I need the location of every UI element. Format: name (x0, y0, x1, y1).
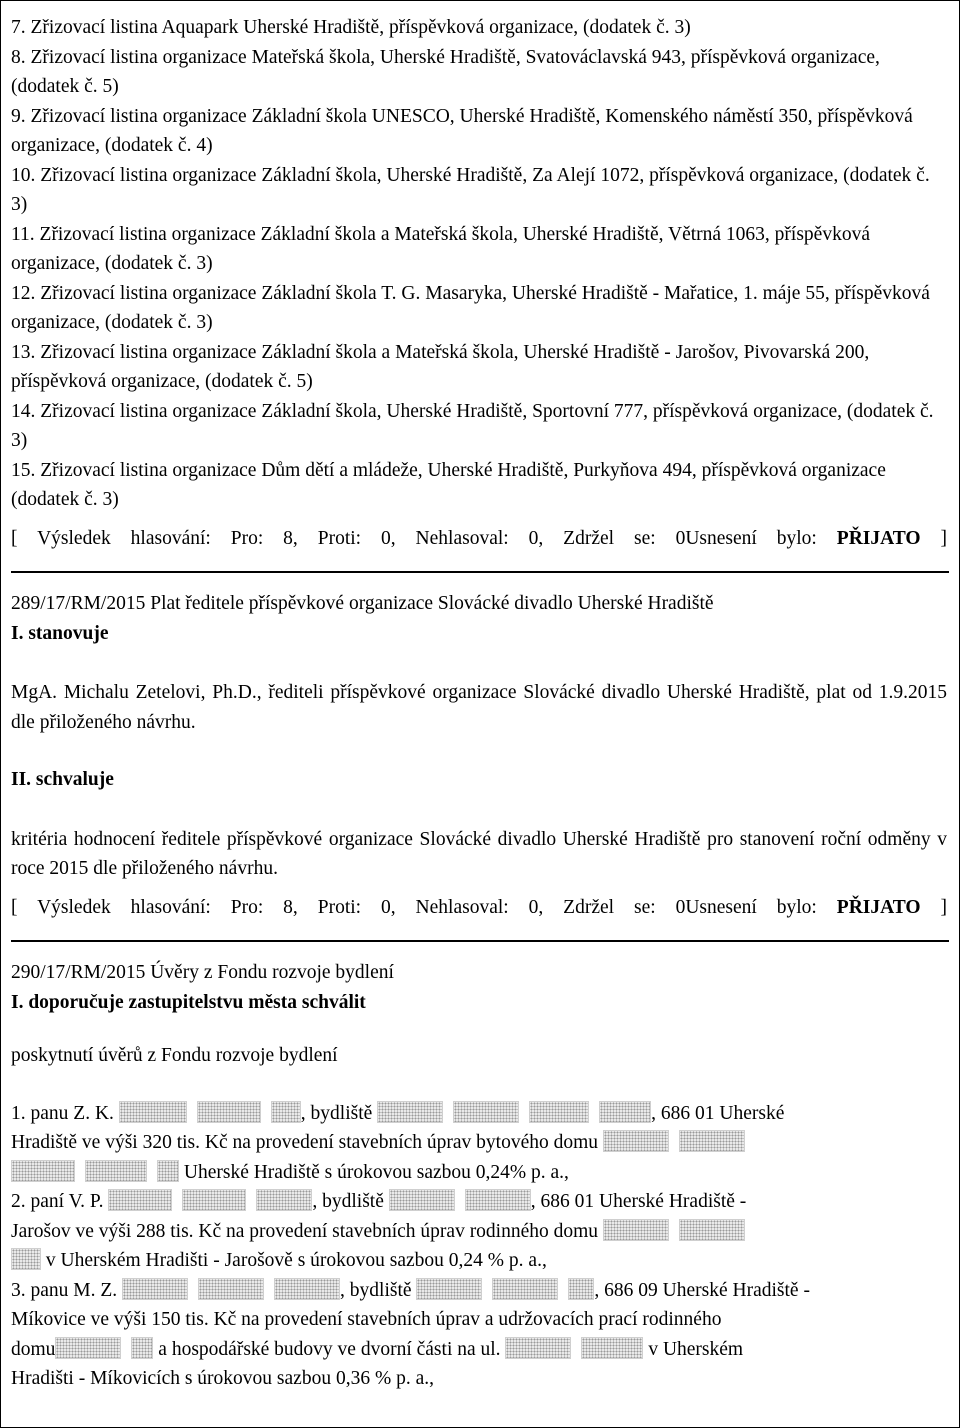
list-item: 7. Zřizovací listina Aquapark Uherské Hradiště, příspěvková organizace, (dodatek č. 3) (11, 17, 691, 38)
redaction-block (568, 1278, 594, 1300)
list-item: 13. Zřizovací listina organizace Základní škola a Mateřská škola, Uherské Hradiště - Jarošov, Pivovarská 200, příspěvková organizace, (dodatek č. 5) (11, 341, 870, 392)
loan-text: v Uherském (648, 1338, 744, 1360)
founding-documents-list (11, 13, 947, 515)
redaction-block (581, 1337, 643, 1359)
redaction-block (11, 1160, 75, 1182)
redaction-block (256, 1189, 312, 1211)
resolution-title: 289/17/RM/2015 Plat ředitele příspěvkové organizace Slovácké divadlo Uherské Hradiště (11, 593, 714, 614)
loan-recipient: 2. paní V. P. (11, 1191, 104, 1212)
vote-text: [ Výsledek hlasování: Pro: 8, Proti: 0, Nehlasoval: 0, Zdržel se: 0Usnesení bylo: (11, 527, 817, 549)
vote-result-line (11, 524, 947, 554)
redaction-block (505, 1337, 571, 1359)
vote-result: PŘIJATO (836, 527, 921, 549)
section-divider (11, 571, 949, 573)
loan-line (11, 1099, 947, 1129)
loan-text: Hradiště ve výši 320 tis. Kč na provedení stavebních úprav bytového domu (11, 1132, 599, 1153)
loan-recipient: 3. panu M. Z. (11, 1279, 118, 1301)
list-item: 11. Zřizovací listina organizace Základní škola a Mateřská škola, Uherské Hradiště, Větrná 1063, příspěvková organizace, (dodatek č. 3) (11, 223, 870, 274)
vote-close: ] (940, 896, 948, 918)
redaction-block (679, 1130, 745, 1152)
resolution-heading: II. schvaluje (11, 769, 114, 790)
resolution-paragraph: MgA. Michalu Zetelovi, Ph.D., řediteli příspěvkové organizace Slovácké divadlo Uherské Hradiště, plat od 1.9.2015 dle přiloženého návrhu. (11, 682, 947, 733)
loan-text: domu (11, 1338, 56, 1360)
loan-line (11, 1128, 947, 1158)
loan-text: , 686 09 Uherské Hradiště - (594, 1279, 810, 1301)
loan-line (11, 1187, 947, 1217)
list-item: 15. Zřizovací listina organizace Dům dětí a mládeže, Uherské Hradiště, Purkyňova 494, příspěvková organizace (dodatek č. 3) (11, 459, 886, 510)
redaction-block (603, 1219, 669, 1241)
list-item: 10. Zřizovací listina organizace Základní škola, Uherské Hradiště, Za Alejí 1072, příspěvková organizace, (dodatek č. 3) (11, 164, 930, 215)
redaction-block (131, 1337, 153, 1359)
vote-text: [ Výsledek hlasování: Pro: 8, Proti: 0, Nehlasoval: 0, Zdržel se: 0Usnesení bylo: (11, 896, 817, 918)
redaction-block (108, 1189, 172, 1211)
redaction-block (599, 1101, 651, 1123)
loan-text: , bydliště (340, 1279, 412, 1301)
section-divider (11, 940, 949, 942)
redaction-block (198, 1278, 264, 1300)
redaction-block (389, 1189, 455, 1211)
resolution-paragraph: kritéria hodnocení ředitele příspěvkové organizace Slovácké divadlo Uherské Hradiště pro stanovení roční odměny v roce 2015 dle přiloženého návrhu. (11, 828, 947, 879)
loan-text: v Uherském Hradišti - Jarošově s úrokovou sazbou 0,24 % p. a., (45, 1250, 547, 1271)
loan-text: Jarošov ve výši 288 tis. Kč na provedení stavebních úprav rodinného domu (11, 1220, 599, 1242)
resolution-title: 290/17/RM/2015 Úvěry z Fondu rozvoje bydlení (11, 962, 394, 983)
vote-close: ] (940, 527, 948, 549)
redaction-block (416, 1278, 482, 1300)
redaction-block (122, 1278, 188, 1300)
loan-line (11, 1246, 947, 1276)
redaction-block (529, 1101, 589, 1123)
loan-line (11, 1305, 947, 1335)
loan-text: , 686 01 Uherské Hradiště - (530, 1191, 747, 1212)
loan-text: Uherské Hradiště s úrokovou sazbou 0,24% p. a., (183, 1161, 569, 1183)
redaction-block (55, 1337, 121, 1359)
list-item: 8. Zřizovací listina organizace Mateřská škola, Uherské Hradiště, Svatováclavská 943, příspěvková organizace, (dodatek č. 5) (11, 46, 880, 97)
redaction-block (492, 1278, 558, 1300)
loan-line (11, 1276, 947, 1306)
loan-text: , bydliště (312, 1191, 384, 1212)
redaction-block (274, 1278, 340, 1300)
loan-text: Hradišti - Míkovicích s úrokovou sazbou 0,36 % p. a., (11, 1368, 434, 1389)
redaction-block (603, 1130, 669, 1152)
redaction-block (377, 1101, 443, 1123)
loan-text: , 686 01 Uherské (651, 1102, 785, 1124)
loan-list (11, 1099, 947, 1394)
list-item: 12. Zřizovací listina organizace Základní škola T. G. Masaryka, Uherské Hradiště - Mařatice, 1. máje 55, příspěvková organizace, (dodatek č. 3) (11, 282, 930, 333)
document-content (11, 13, 947, 1394)
redaction-block (679, 1219, 745, 1241)
redaction-block (85, 1160, 147, 1182)
loan-line (11, 1158, 947, 1188)
loan-text: Míkovice ve výši 150 tis. Kč na provedení stavebních úprav a udržovacích prací rodinného (11, 1309, 722, 1330)
redaction-block (157, 1160, 179, 1182)
redaction-block (119, 1101, 187, 1123)
redaction-block (197, 1101, 261, 1123)
resolution-heading: I. stanovuje (11, 622, 109, 644)
redaction-block (271, 1101, 301, 1123)
loan-line (11, 1217, 947, 1247)
loan-line (11, 1335, 947, 1365)
resolution-heading: I. doporučuje zastupitelstvu města schválit (11, 991, 366, 1013)
resolution-intro: poskytnutí úvěrů z Fondu rozvoje bydlení (11, 1045, 338, 1066)
loan-text: a hospodářské budovy ve dvorní části na ul. (158, 1338, 501, 1360)
loan-recipient: 1. panu Z. K. (11, 1102, 114, 1124)
redaction-block (453, 1101, 519, 1123)
vote-result: PŘIJATO (836, 896, 921, 918)
loan-text: , bydliště (300, 1102, 373, 1124)
list-item: 9. Zřizovací listina organizace Základní škola UNESCO, Uherské Hradiště, Komenského náměstí 350, příspěvková organizace, (dodatek č. 4) (11, 105, 913, 156)
redaction-block (11, 1248, 41, 1270)
redaction-block (465, 1189, 531, 1211)
vote-result-line (11, 893, 947, 923)
loan-line (11, 1364, 947, 1394)
redaction-block (182, 1189, 246, 1211)
list-item: 14. Zřizovací listina organizace Základní škola, Uherské Hradiště, Sportovní 777, příspěvková organizace, (dodatek č. 3) (11, 400, 934, 451)
